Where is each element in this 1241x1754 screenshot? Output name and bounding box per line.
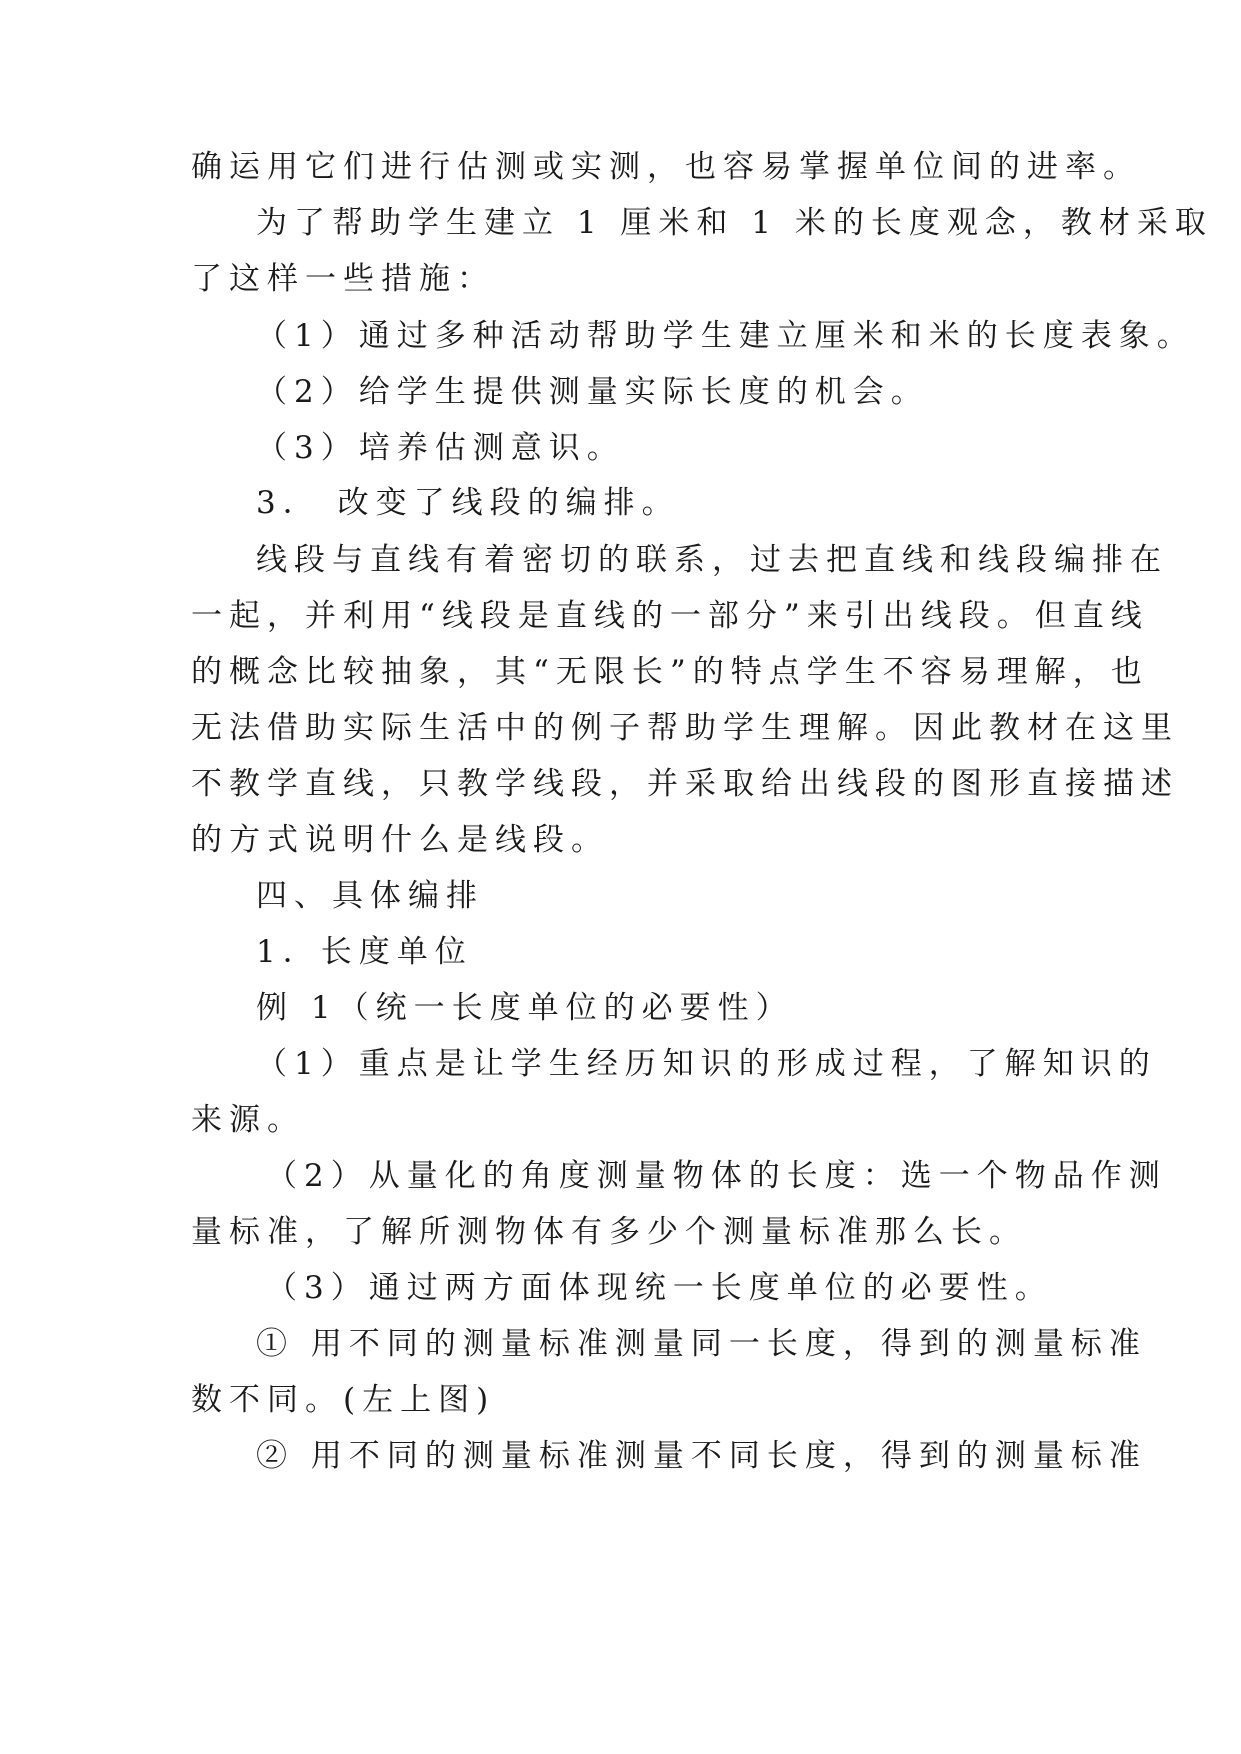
text-line: 量标准，了解所测物体有多少个测量标准那么长。	[191, 1214, 1027, 1250]
text-line: 的概念比较抽象，其“无限长”的特点学生不容易理解，也	[191, 654, 1149, 690]
text-line: ② 用不同的测量标准测量不同长度，得到的测量标准	[256, 1438, 1147, 1474]
text-line: 了这样一些措施：	[191, 261, 495, 297]
text-line: （1）重点是让学生经历知识的形成过程，了解知识的	[256, 1046, 1157, 1082]
text-line: 数不同。(左上图)	[191, 1382, 496, 1418]
text-line: 3． 改变了线段的编排。	[256, 485, 680, 521]
text-line: （2）给学生提供测量实际长度的机会。	[256, 374, 929, 410]
text-line: 确运用它们进行估测或实测，也容易掌握单位间的进率。	[191, 149, 1141, 185]
text-line: 来源。	[191, 1102, 305, 1138]
text-line: （3）培养估测意识。	[256, 430, 625, 466]
text-line: 的方式说明什么是线段。	[191, 822, 609, 858]
section-heading: 四、具体编排	[256, 878, 484, 914]
text-line: （1）通过多种活动帮助学生建立厘米和米的长度表象。	[256, 318, 1195, 354]
text-line: 为了帮助学生建立 1 厘米和 1 米的长度观念，教材采取	[256, 205, 1213, 241]
text-line: 无法借助实际生活中的例子帮助学生理解。因此教材在这里	[191, 710, 1179, 746]
text-line: 一起，并利用“线段是直线的一部分”来引出线段。但直线	[191, 598, 1149, 634]
subsection-heading: 1．长度单位	[256, 934, 473, 970]
text-line: 不教学直线，只教学线段，并采取给出线段的图形直接描述	[191, 766, 1179, 802]
text-line: 例 1（统一长度单位的必要性）	[256, 990, 794, 1026]
text-line: （3）通过两方面体现统一长度单位的必要性。	[266, 1270, 1053, 1306]
text-line: 线段与直线有着密切的联系，过去把直线和线段编排在	[256, 542, 1168, 578]
text-line: ① 用不同的测量标准测量同一长度，得到的测量标准	[256, 1326, 1147, 1362]
text-line: （2）从量化的角度测量物体的长度：选一个物品作测	[266, 1158, 1167, 1194]
